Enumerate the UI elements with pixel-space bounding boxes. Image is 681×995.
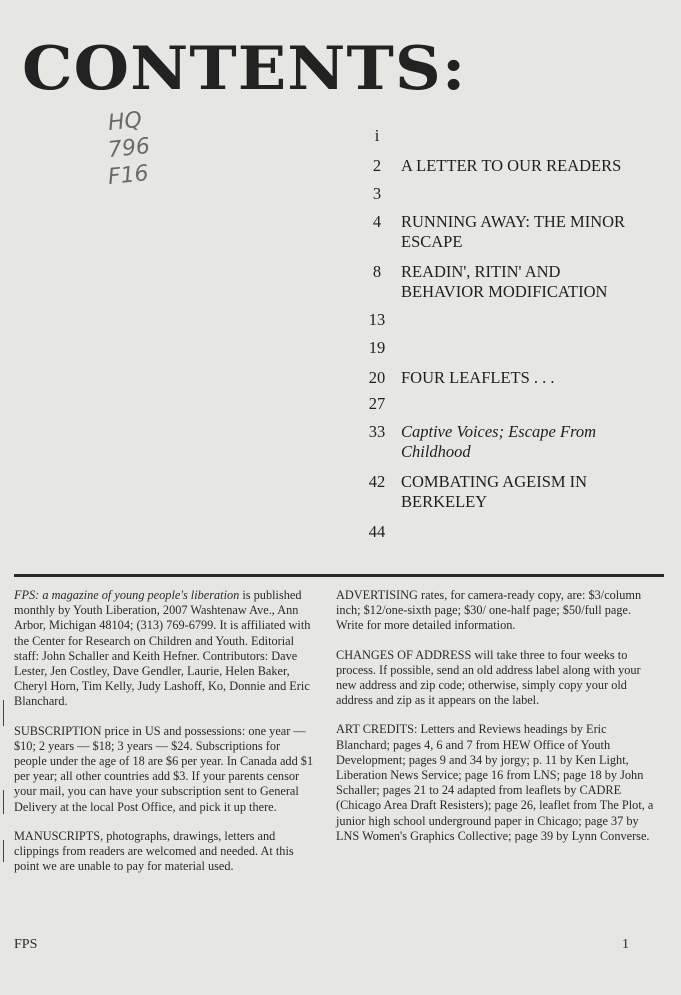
advertising-info: ADVERTISING rates, for camera-ready copy, are: $3/column inch; $12/one-sixth page; $30/ one-half page; $50/full page. Write for more detailed information. xyxy=(336,588,642,633)
publication-details: is published monthly by Youth Liberation, 2007 Washtenaw Ave., Ann Arbor, Michigan 48104; (313) 769-6799. It is affiliated with the Center for Research on Children and Youth. Editorial staff: John Schaller and Keith Hefner. Contributors: Dave Lester, Jen Costley, Dave Gendler, Laurie, Helen Baker, Cheryl Horn, Tim Kelly, Judy Lashoff, Ko, Donnie and Eric Blanchard. xyxy=(14,588,311,709)
toc-page-number: i xyxy=(374,126,380,145)
address-change-info: CHANGES OF ADDRESS will take three to four weeks to process. If possible, send an old address label along with your new address and zip code; otherwise, simply copy your old address and zip as it appears on the label. xyxy=(336,647,641,708)
toc-article-title: A LETTER TO OUR READERS xyxy=(401,156,622,175)
page-title: CONTENTS: xyxy=(22,34,467,104)
subscription-info: SUBSCRIPTION price in US and possessions: one year — $10; 2 years — $18; 3 years — $24. Subscriptions for people under the age of 18 are $6 per year. In Canada add $1 per year; all other countries add $3. If your parents censor your mail, you can have your subscription sent to General Delivery at the local Post Office, and pick it up there. xyxy=(14,723,314,814)
section-divider xyxy=(14,574,664,577)
handwritten-call-number xyxy=(108,108,150,189)
margin-mark xyxy=(3,790,4,814)
toc-page-number: 3 xyxy=(372,184,382,203)
toc-page-number: 20 xyxy=(368,368,386,387)
masthead-right-column xyxy=(336,588,656,858)
margin-mark xyxy=(3,840,4,862)
toc-article-title: FOUR LEAFLETS . . . xyxy=(401,368,555,387)
publication-info xyxy=(14,588,314,710)
masthead-left-column xyxy=(14,588,314,888)
handwritten-line: F16 xyxy=(106,161,150,191)
toc-article-title: COMBATING AGEISM IN BERKELEY xyxy=(401,472,588,511)
toc-page-number: 19 xyxy=(368,338,386,357)
magazine-subtitle: FPS: a magazine of young people's liberation xyxy=(14,588,240,602)
toc-article-title: RUNNING AWAY: THE MINOR ESCAPE xyxy=(401,212,626,251)
toc-page-number: 4 xyxy=(372,212,382,231)
toc-page-number: 33 xyxy=(368,422,386,441)
footer-page-number: 1 xyxy=(622,937,629,952)
art-credits: ART CREDITS: Letters and Reviews headings by Eric Blanchard; pages 4, 6 and 7 from HEW Office of Youth Development; pages 9 and 34 by jorgy; p. 11 by Ken Light, Liberation News Service; page 16 from LNS; page 18 by John Schaller; pages 21 to 24 adapted from leaflets by CADRE (Chicago Area Draft Resisters); page 26, leaflet from The Plot, a junior high school underground paper in Chicago; page 37 by LNS Women's Graphics Collective; page 39 by Lynn Converse. xyxy=(336,722,654,843)
toc-page-number: 13 xyxy=(368,310,386,329)
footer-magazine-name: FPS xyxy=(14,937,38,952)
margin-mark xyxy=(3,700,4,726)
toc-page-number: 42 xyxy=(368,472,386,491)
handwritten-line: HQ xyxy=(106,107,144,137)
toc-page-number: 2 xyxy=(372,156,382,175)
toc-page-number: 8 xyxy=(372,262,382,281)
toc-page-number: 27 xyxy=(368,394,386,413)
toc-article-title: READIN', RITIN' AND BEHAVIOR MODIFICATION xyxy=(401,262,608,301)
toc-article-title: Captive Voices; Escape From Childhood xyxy=(401,422,597,461)
toc-page-number: 44 xyxy=(368,522,386,541)
handwritten-line: 796 xyxy=(106,133,152,164)
manuscripts-info: MANUSCRIPTS, photographs, drawings, letters and clippings from readers are welcomed and needed. At this point we are unable to pay for material used. xyxy=(14,828,294,874)
